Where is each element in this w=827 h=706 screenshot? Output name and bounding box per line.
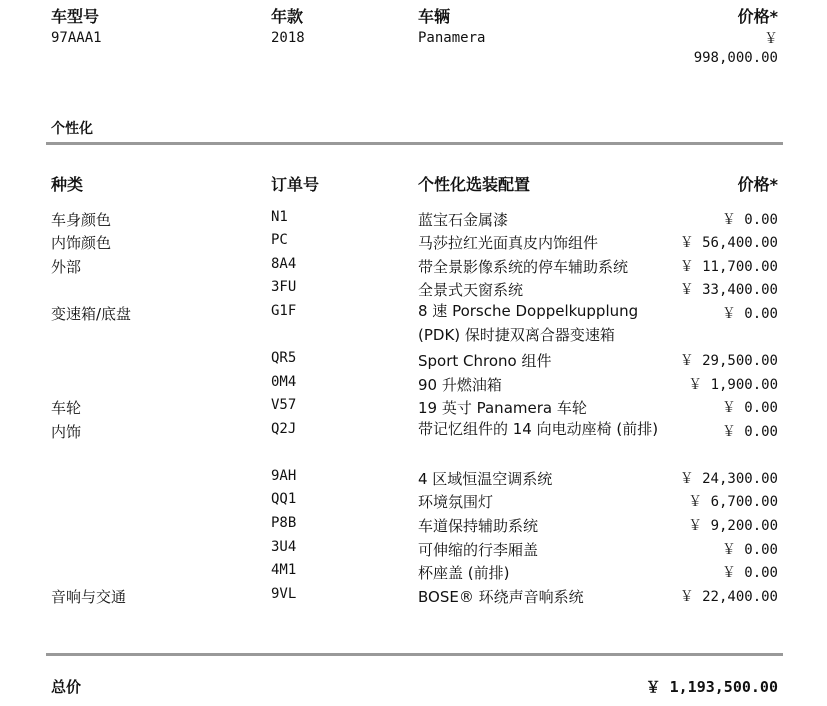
model-value: 97AAA1 xyxy=(51,30,102,46)
row-price: ￥ 24,300.00 xyxy=(679,471,778,487)
row-code: PC xyxy=(271,232,288,248)
base-price xyxy=(694,30,778,68)
row-option: 90 升燃油箱 xyxy=(418,376,502,394)
section-divider xyxy=(46,142,783,145)
row-price: ￥ 1,900.00 xyxy=(688,377,778,393)
row-code: G1F xyxy=(271,303,297,319)
row-code: QR5 xyxy=(271,350,297,366)
total-label: 总价 xyxy=(51,678,82,696)
row-code: 8A4 xyxy=(271,256,297,272)
option-column-header: 个性化选装配置 xyxy=(418,175,531,194)
row-code: N1 xyxy=(271,209,288,225)
row-price: ￥ 11,700.00 xyxy=(679,259,778,275)
row-option: 杯座盖 (前排) xyxy=(418,564,510,582)
row-option: 车道保持辅助系统 xyxy=(418,517,539,535)
row-code: 9VL xyxy=(271,586,297,602)
row-price: ￥ 0.00 xyxy=(721,565,778,581)
vehicle-value: Panamera xyxy=(418,30,486,46)
row-code: V57 xyxy=(271,397,297,413)
year-header: 年款 xyxy=(271,7,304,26)
row-option: 带全景影像系统的停车辅助系统 xyxy=(418,258,629,276)
row-option: 19 英寸 Panamera 车轮 xyxy=(418,399,587,417)
row-category: 外部 xyxy=(51,258,82,276)
base-price-currency: ￥ xyxy=(764,31,778,47)
row-code: 3FU xyxy=(271,279,297,295)
total-value: ￥ 1,193,500.00 xyxy=(645,678,778,696)
row-option: 8 速 Porsche Doppelkupplung (PDK) 保时捷双离合器变速箱 xyxy=(418,302,639,344)
row-category: 内饰颜色 xyxy=(51,234,112,252)
row-option: Sport Chrono 组件 xyxy=(418,352,552,370)
row-option: 全景式天窗系统 xyxy=(418,281,524,299)
row-price: ￥ 6,700.00 xyxy=(688,494,778,510)
row-price: ￥ 0.00 xyxy=(721,400,778,416)
row-price: ￥ 0.00 xyxy=(721,306,778,322)
total-divider xyxy=(46,653,783,656)
year-value: 2018 xyxy=(271,30,305,46)
row-code: QQ1 xyxy=(271,491,297,507)
row-code: Q2J xyxy=(271,421,297,437)
row-option: 马莎拉红光面真皮内饰组件 xyxy=(418,234,599,252)
row-category: 变速箱/底盘 xyxy=(51,305,132,323)
order-no-column-header: 订单号 xyxy=(271,175,320,194)
row-code: 0M4 xyxy=(271,374,297,390)
price-header: 价格* xyxy=(737,7,778,26)
row-option: 蓝宝石金属漆 xyxy=(418,211,509,229)
row-category: 音响与交通 xyxy=(51,588,127,606)
row-option: 可伸缩的行李厢盖 xyxy=(418,541,539,559)
row-option: 4 区域恒温空调系统 xyxy=(418,470,553,488)
row-price: ￥ 0.00 xyxy=(721,424,778,440)
row-price: ￥ 29,500.00 xyxy=(679,353,778,369)
base-price-value: 998,000.00 xyxy=(693,50,778,66)
row-price: ￥ 56,400.00 xyxy=(679,235,778,251)
row-code: 4M1 xyxy=(271,562,297,578)
row-price: ￥ 9,200.00 xyxy=(688,518,778,534)
row-price: ￥ 0.00 xyxy=(721,542,778,558)
row-code: 9AH xyxy=(271,468,297,484)
row-price: ￥ 33,400.00 xyxy=(679,282,778,298)
row-option: 环境氛围灯 xyxy=(418,493,494,511)
row-code: P8B xyxy=(271,515,297,531)
category-column-header: 种类 xyxy=(51,175,84,194)
section-title: 个性化 xyxy=(51,121,93,137)
row-code: 3U4 xyxy=(271,539,297,555)
model-header: 车型号 xyxy=(51,7,100,26)
row-price: ￥ 22,400.00 xyxy=(679,589,778,605)
row-option: BOSE® 环绕声音响系统 xyxy=(418,588,584,606)
vehicle-header: 车辆 xyxy=(418,7,451,26)
row-price: ￥ 0.00 xyxy=(721,212,778,228)
price-column-header: 价格* xyxy=(737,175,778,194)
row-option: 带记忆组件的 14 向电动座椅 (前排) xyxy=(418,420,659,438)
row-category: 车轮 xyxy=(51,399,82,417)
row-category: 车身颜色 xyxy=(51,211,112,229)
row-category: 内饰 xyxy=(51,423,82,441)
